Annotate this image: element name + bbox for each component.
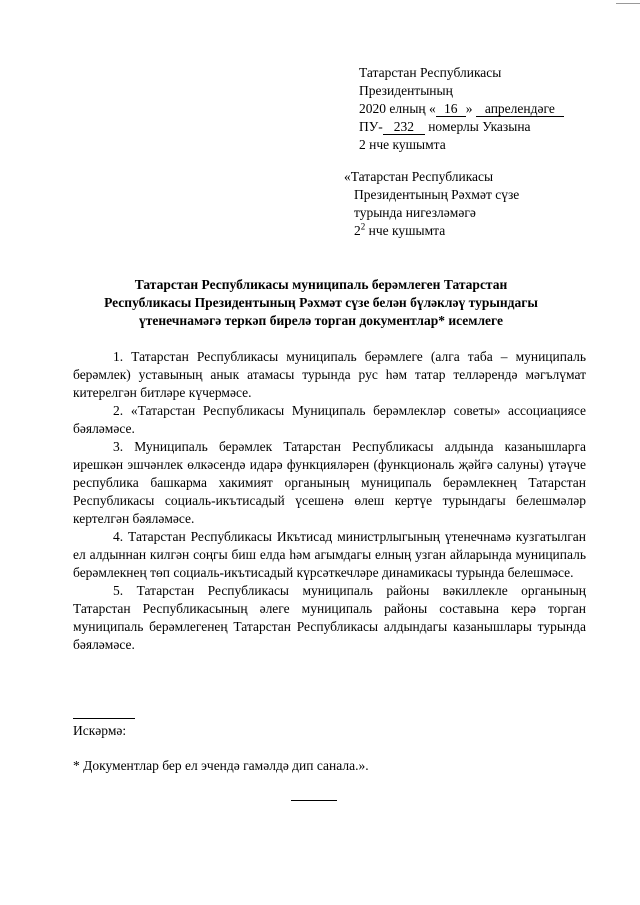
sub-header-appendix-sup: 2	[360, 221, 366, 232]
corner-mark	[616, 3, 640, 4]
list-item-1: 1. Татарстан Республикасы муниципаль берәмлеге (алга таба – муниципаль берәмлек) уставының анык атамасы турында рус һәм татар телләрендә мәгълүмат китерелгән битләре күчермәсе.	[73, 349, 586, 400]
sub-header-appendix-rest: нче кушымта	[365, 223, 446, 238]
note-label: Искәрмә:	[73, 723, 127, 738]
document-header	[359, 64, 629, 154]
note-text: * Документлар бер ел эчендә гамәлдә дип санала.».	[73, 758, 369, 773]
header-date-line	[359, 100, 629, 118]
sub-header	[344, 168, 624, 240]
header-month: апрелендәге	[476, 102, 564, 117]
end-divider	[291, 800, 337, 801]
document-title: Татарстан Республикасы муниципаль берәмлеген Татарстан Республикасы Президентының Рәхмәт сүзе белән бүләкләү турындагы үтенечнамәгә теркәп бирелә торган документлар* исемлеге	[104, 277, 538, 328]
document-list	[73, 348, 586, 654]
list-item-2: 2. «Татарстан Республикасы Муниципаль берәмлекләр советы» ассоциациясе бәяләмәсе.	[73, 403, 586, 436]
header-number-line	[359, 118, 629, 136]
sub-header-line-1: «Татарстан Республикасы	[344, 169, 494, 184]
note-divider	[73, 718, 135, 719]
header-day: 16	[436, 102, 466, 117]
header-pu-prefix: ПУ-	[359, 119, 383, 134]
header-appendix: 2 нче кушымта	[359, 137, 446, 152]
header-number: 232	[383, 120, 425, 135]
sub-header-line-3: турында нигезләмәгә	[354, 205, 476, 220]
header-day-close: »	[465, 101, 473, 116]
sub-header-appendix-num: 2	[354, 223, 361, 238]
list-item-4: 4. Татарстан Республикасы Икътисад министрлыгының үтенечнамә кузгатылган ел алдыннан килгән соңгы биш елда һәм агымдагы елның узган айларында муниципаль берәмлекнең төп социаль-икътисадый күрсәткечләре динамикасы турында белешмәсе.	[73, 529, 586, 580]
header-line-1: Татарстан Республикасы	[359, 65, 502, 80]
header-number-suffix: номерлы Указына	[428, 119, 531, 134]
list-item-3: 3. Муниципаль берәмлек Татарстан Республикасы алдында казанышларга ирешкән эшчәнлек өлкәсендә идарә функцияләрен (функциональ җәйгә салуны) үтәүче республика башкарма хакимият органының муниципаль берәмлекнең Татарстан Республикасы социаль-икътисадый үсешенә өлеш кертүе турындагы белешмәләр кертелгән бәяләмәсе.	[73, 439, 586, 526]
header-line-2: Президентының	[359, 83, 453, 98]
sub-header-appendix	[344, 222, 624, 240]
header-year-text: 2020 елның «	[359, 101, 436, 116]
sub-header-line-2: Президентының Рәхмәт сүзе	[354, 187, 520, 202]
list-item-5: 5. Татарстан Республикасы муниципаль районы вәкиллекле органының Татарстан Республикасының әлеге муниципаль районы составына керә торган муниципаль берәмлегенең Татарстан Республикасы алдындагы казанышлары турында бәяләмәсе.	[73, 583, 586, 652]
